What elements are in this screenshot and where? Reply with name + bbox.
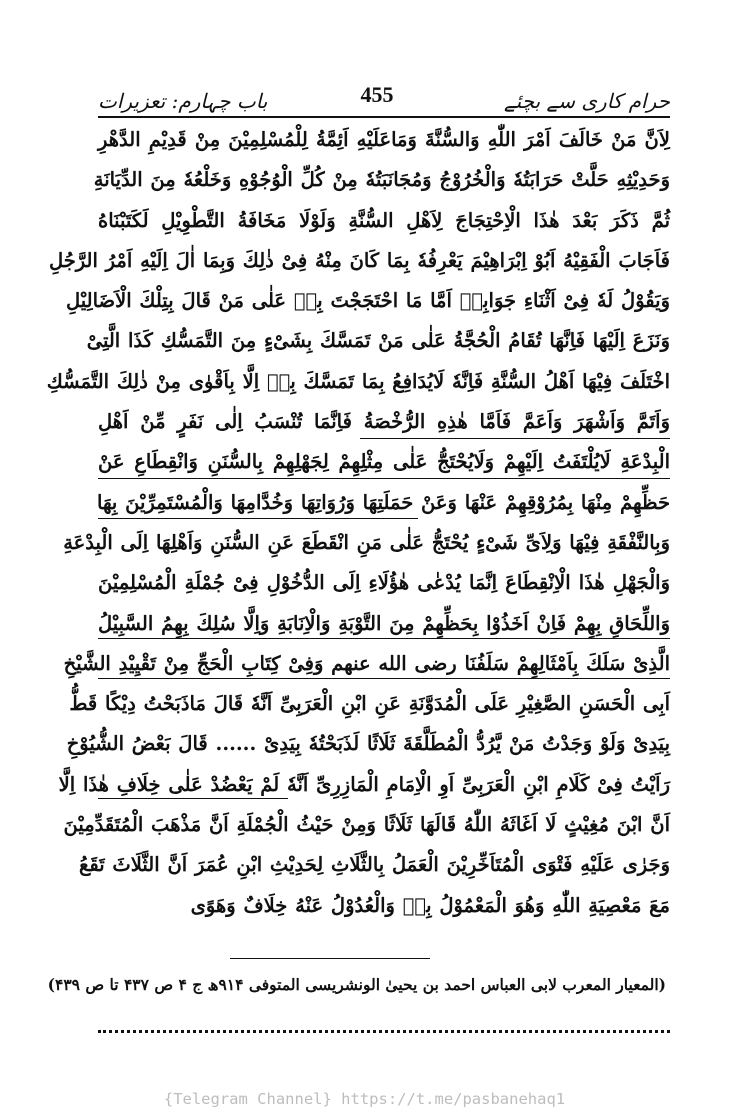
- underline-mark: [98, 518, 418, 519]
- text-line: مَعَ مَعْصِيَةِ اللّٰهِ وَهُوَ الْمَعْمُوْلُ بِهٖ وَالْعُدُوْلُ عَنْهُ خِلَافٌ وَهَوًى: [190, 893, 670, 917]
- text-line: الْبِدْعَةِ لَايُلْتَفَتُ اِلَيْهِمْ وَلَايُحْتَجُّ عَلٰى مِثْلِهِمْ لِجَهْلِهِمْ بِالسُّنَنِ وَانْقِطَاعِ عَنْ: [98, 450, 670, 474]
- text-line: وَالْجَهْلِ هٰذَا الْاِنْقِطَاعَ اِنَّمَا يُدْعٰى هٰؤُلَاءِ اِلَى الدُّخُوْلِ فِىْ جُمْلَةِ الْمُسْلِمِيْنَ: [98, 571, 670, 595]
- underline-mark: [98, 638, 670, 639]
- text-line: اَبِى الْحَسَنِ الصَّغِيْرِ عَلَى الْمُدَوَّنَةِ عَنِ ابْنِ الْعَرَبِىِّ اَنَّهٗ قَالَ مَاذَبَحْتُ دِيْكًا قَطُّ: [69, 692, 670, 716]
- underline-mark: [98, 678, 670, 679]
- page-header: [98, 82, 670, 114]
- text-line: حَظِّهِمْ مِنْهَا بِمُرُوْقِهِمْ عَنْهَا وَعَنْ حَمَلَتِهَا وَرُوَاتِهَا وَخُدَّامِهَا وَالْمُسْتَمِرِّيْنَ بِهَا: [97, 490, 670, 514]
- telegram-footer: {Telegram Channel} https://t.me/pasbanehaq1: [163, 1090, 566, 1108]
- text-line: وَجَرٰى عَلَيْهِ فَتْوَى الْمُتَاَخِّرِيْنَ الْعَمَلُ بِالثَّلَاثِ لِحَدِيْثِ ابْنِ عُمَرَ اَنَّ الثَّلَاثَ تَقَعُ: [78, 853, 670, 877]
- underline-mark: [98, 478, 670, 479]
- text-line: وَاللِّحَاقِ بِهِمْ فَاِنْ اَخَذُوْا بِحَظِّهِمْ مِنَ التَّوْبَةِ وَالْاِنَابَةِ وَاِلَّا سُلِكَ بِهِمُ السَّبِيْلُ: [98, 611, 670, 635]
- text-line: وَبِالنَّفْقَةِ فِيْهَا وَلِاَىِّ شَىْءٍ يُحْتَجُّ عَلٰى مَنِ انْقَطَعَ عَنِ السُّنَنِ وَاَهْلِهَا اِلَى الْبِدْعَةِ: [63, 530, 670, 554]
- text-line: الَّذِىْ سَلَكَ بِاَمْثَالِهِمْ سَلَفُنَا رضى الله عنهم وَفِىْ كِتَابِ الْحَجِّ مِنْ تَقْيِيْدِ الشَّيْخِ: [63, 651, 670, 675]
- text-line: وَحَدِيْثِهِ حَلَّتْ حَرَابَتُهٗ وَالْخُرُوْجُ وَمُجَانَبَتُهٗ مِنْ كُلِّ الْوُجُوْهِ وَخَلْعُهٗ مِنَ الدِّيَانَةِ: [93, 168, 670, 192]
- text-line: اَنَّ ابْنَ مُغِيْثٍ لَا اَغَاثَهُ اللّٰهُ قَالَهَا ثَلَاثًا وَمِنْ حَيْثُ الْجُمْلَةِ اَنَّ مَذْهَبَ الْمُتَقَدِّمِيْنَ: [63, 813, 670, 837]
- text-line: فَاَجَابَ الْفَقِيْهُ اَبُوْ اِبْرَاهِيْمَ يَعْرِفُهٗ بِمَا كَانَ مِنْهُ فِىْ ذٰلِكَ وَبِمَا اٰلَ اِلَيْهِ اَمْرُ الرَّجُلِ: [48, 248, 670, 272]
- underline-mark: [230, 958, 430, 959]
- arabic-text-block: [46, 120, 670, 926]
- text-line: وَنَزَعَ اِلَيْهَا فَاِنَّهَا تُقَامُ الْحُجَّةُ عَلٰى مَنْ تَمَسَّكَ بِشَىْءٍ مِنَ التَّمَسُّكِ كَذَا الَّتِىْ: [86, 329, 670, 353]
- text-line: رَاَيْتُ فِىْ كَلَامِ ابْنِ الْعَرَبِىِّ اَوِ الْاِمَامِ الْمَازِرِىِّ اَنَّهٗ لَمْ يَعْضُدْ عَلٰى خِلَافِ هٰذَا اِلَّا: [58, 772, 670, 796]
- book-title: حرام کاری سے بچئے: [503, 89, 670, 113]
- underline-mark: [360, 438, 670, 439]
- dotted-divider: [98, 1030, 670, 1033]
- text-line: وَاَتَمَّ وَاَشْهَرَ وَاَعَمَّ فَاَمَّا هٰذِهِ الرُّخْصَةُ فَاِنَّمَا تُنْسَبُ اِلٰى نَفَرٍ مِّنْ اَهْلِ: [98, 410, 670, 434]
- page-number: 455: [360, 82, 394, 107]
- chapter-title: باب چہارم: تعزیرات: [98, 89, 268, 113]
- text-line: وَيَقُوْلُ لَهٗ فِىْ اَثْنَاءِ جَوَابِهٖ اَمَّا مَا احْتَجَجْتَ بِهٖ عَلٰى مَنْ قَالَ بِتِلْكَ الْاَضَالِيْلِ: [66, 289, 670, 313]
- header-rule: [98, 116, 670, 118]
- underline-mark: [98, 798, 288, 799]
- text-line: اخْتَلَفَ فِيْهَا اَهْلُ السُّنَّةِ فَاِنَّهٗ لَايُدَافِعُ بِمَا تَمَسَّكَ بِهٖ اِلَّا بِاَقْوٰى مِنْ ذٰلِكَ التَّمَسُّكِ: [46, 369, 670, 393]
- text-line: لِاَنَّ مَنْ خَالَفَ اَمْرَ اللّٰهِ وَالسُّنَّةَ وَمَاعَلَيْهِ اَئِمَّةُ لِلْمُسْلِمِيْنَ مِنْ قَدِيْمِ الدَّهْرِ: [98, 128, 670, 151]
- text-line: ثُمَّ ذَكَرَ بَعْدَ هٰذَا الْاِحْتِجَاجَ لِاَهْلِ السُّنَّةِ وَلَوْلَا مَخَافَةُ التَّطْوِيْلِ لَكَتَبْنَاهُ: [98, 208, 670, 232]
- source-citation: (المعیار المعرب لابی العباس احمد بن یحییٰ الونشریسی المتوفی ۹۱۴ھ ج ۴ ص ۴۳۷ تا ص ۴۳۹): [47, 975, 666, 994]
- text-line: بِيَدِىْ وَلَوْ وَجَدْتُ مَنْ يَّرُدُّ الْمُطَلَّقَةَ ثَلَاثًا لَذَبَحْتُهٗ بِيَدِىْ ...... قَالَ بَعْضُ الشُّيُوْخِ: [66, 732, 670, 756]
